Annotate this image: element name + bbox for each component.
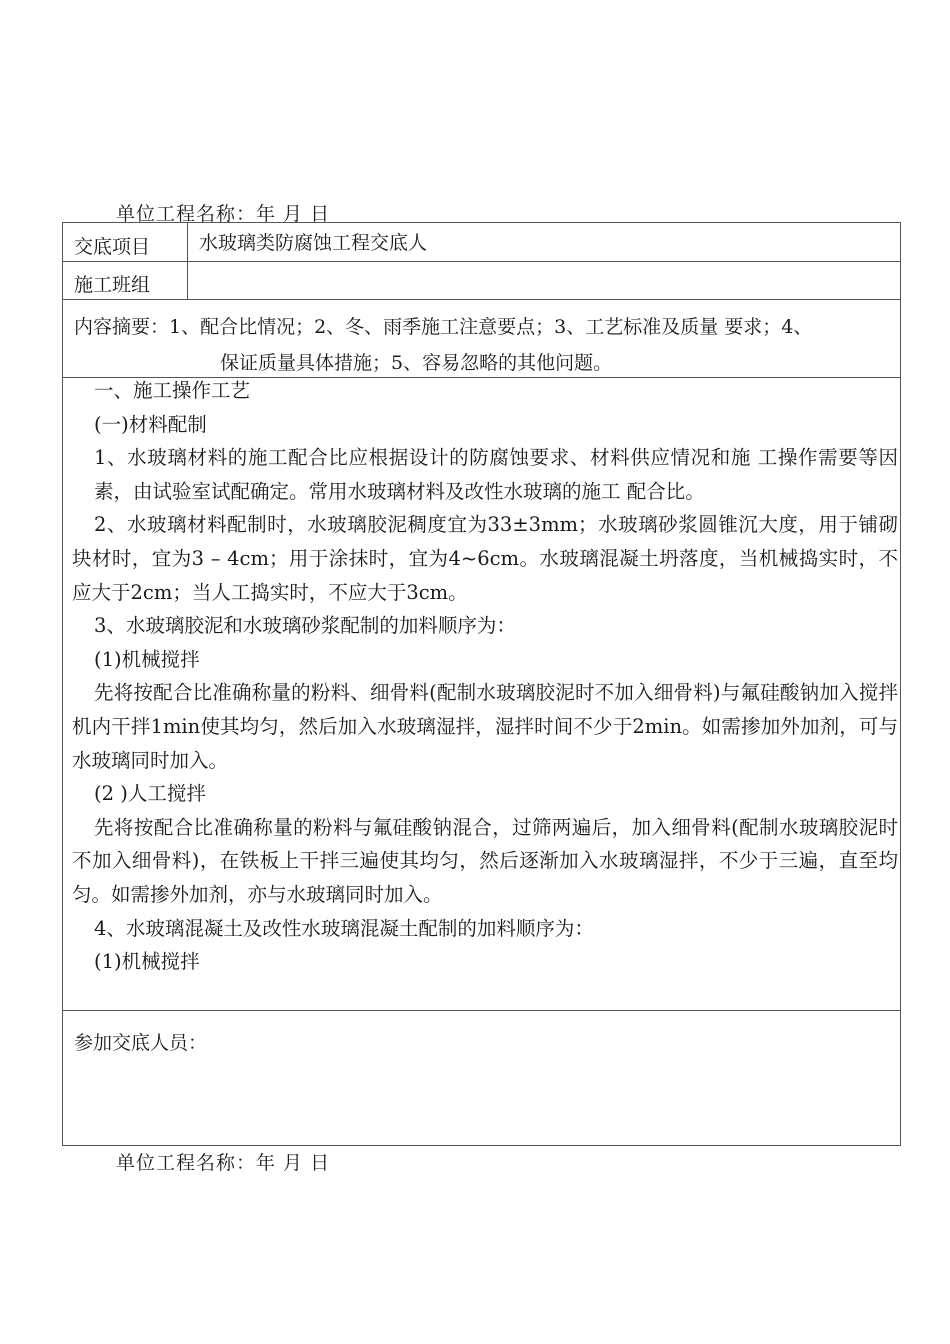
row-divider [63,1010,900,1011]
disclosure-body [72,374,898,979]
subheading-mechanical: (1)机械搅拌 [94,950,200,974]
row-divider [63,299,900,300]
subheading-manual: (2 )人工搅拌 [94,782,206,806]
summary-line-2: 保证质量具体措施；5、容易忽略的其他问题。 [220,352,613,374]
section-heading: 一、施工操作工艺 [94,379,251,402]
row-divider [63,261,900,262]
disclosure-table [62,222,901,1146]
paragraph: 先将按配合比准确称量的粉料与氟硅酸钠混合，过筛两遍后，加入细骨料(配制水玻璃胶泥时不加入细骨料)，在铁板上干拌三遍使其均匀，然后逐渐加入水玻璃湿拌，不少于三遍，直至均匀。如需掺外加剂，亦与水玻璃同时加入。 [72,815,898,906]
paragraph: 1、水玻璃材料的施工配合比应根据设计的防腐蚀要求、材料供应情况和施 工操作需要等因素，由试验室试配确定。常用水玻璃材料及改性水玻璃的施工 配合比。 [94,446,898,503]
header-project-name: 单位工程名称：年 月 日 [116,203,331,225]
value-item: 水玻璃类防腐蚀工程交底人 [199,232,428,254]
subheading-mechanical: (1)机械搅拌 [94,647,200,671]
content-summary [74,309,894,381]
paragraph: 2、水玻璃材料配制时，水玻璃胶泥稠度宜为33±3mm；水玻璃砂浆圆锥沉大度，用于铺砌块材时，宜为3 – 4cm；用于涂抹时，宜为4~6cm。水玻璃混凝土坍落度，当机械捣实时，不应大于2cm；当人工捣实时，不应大于3cm。 [72,513,898,604]
signers-label: 参加交底人员： [74,1032,208,1054]
label-item: 交底项目 [74,236,151,258]
footer-project-name: 单位工程名称：年 月 日 [116,1152,331,1174]
column-divider [187,223,188,299]
subsection-heading: (一)材料配制 [94,412,207,436]
paragraph: 先将按配合比准确称量的粉料、细骨料(配制水玻璃胶泥时不加入细骨料)与氟硅酸钠加入搅拌机内干拌1min使其均匀，然后加入水玻璃湿拌，湿拌时间不少于2min。如需掺加外加剂，可与水玻璃同时加入。 [72,681,898,772]
paragraph: 4、水玻璃混凝土及改性水玻璃混凝土配制的加料顺序为： [94,916,594,940]
label-team: 施工班组 [74,274,151,296]
summary-line-1: 内容摘要：1、配合比情况；2、冬、雨季施工注意要点；3、工艺标准及质量 要求；4、 [74,316,813,338]
paragraph: 3、水玻璃胶泥和水玻璃砂浆配制的加料顺序为： [94,614,516,638]
